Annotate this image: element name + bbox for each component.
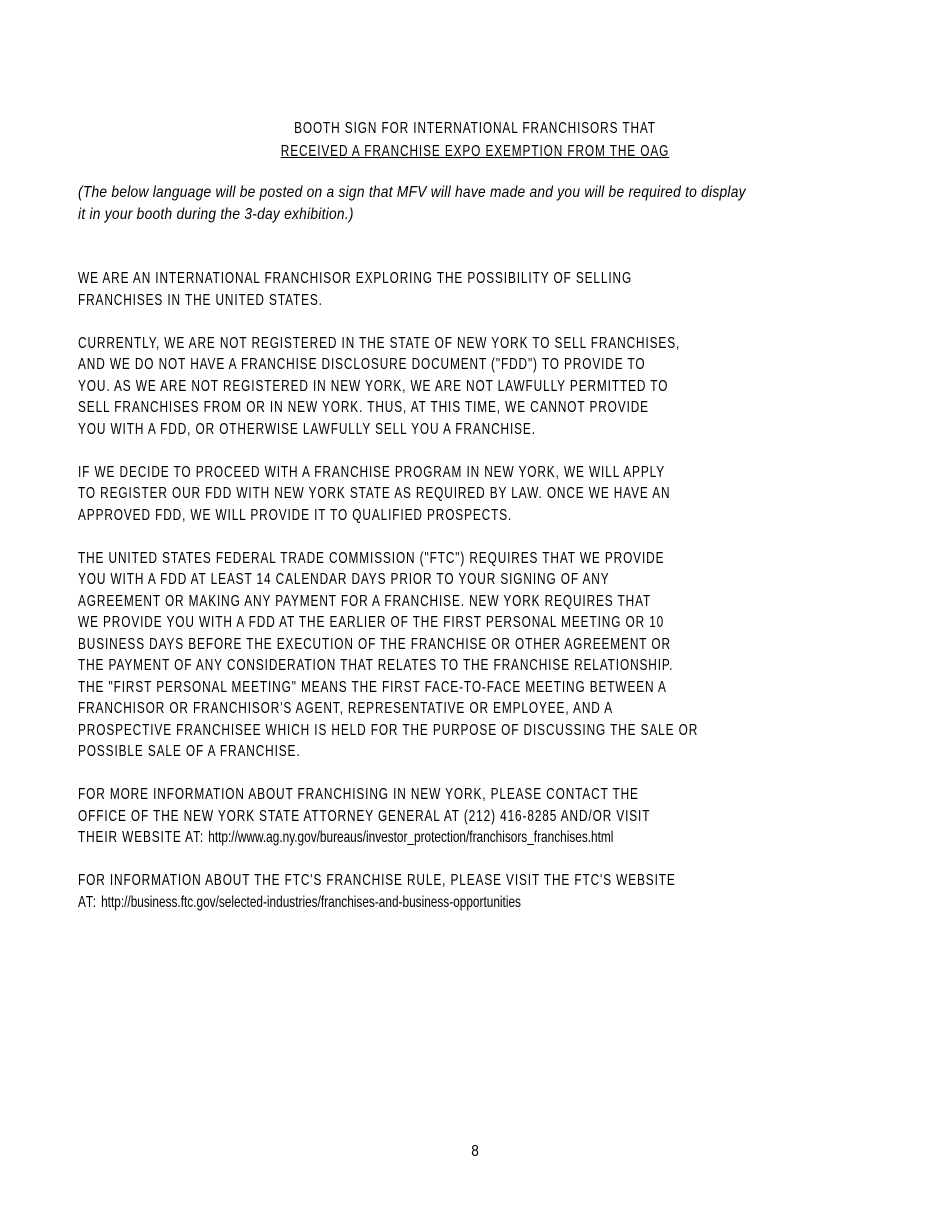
paragraph-line: AND WE DO NOT HAVE A FRANCHISE DISCLOSURE DOCUMENT ("FDD") TO PROVIDE TO <box>78 356 646 373</box>
paragraph-line: THE "FIRST PERSONAL MEETING" MEANS THE FIRST FACE-TO-FACE MEETING BETWEEN A <box>78 678 667 696</box>
paragraph-line: IF WE DECIDE TO PROCEED WITH A FRANCHISE PROGRAM IN NEW YORK, WE WILL APPLY <box>78 463 665 481</box>
document-title-underlined: RECEIVED A FRANCHISE EXPO EXEMPTION FROM THE OAG <box>280 143 670 160</box>
paragraph-line: AGREEMENT OR MAKING ANY PAYMENT FOR A FRANCHISE. NEW YORK REQUIRES THAT <box>78 592 652 610</box>
paragraph-line: SELL FRANCHISES FROM OR IN NEW YORK. THUS, AT THIS TIME, WE CANNOT PROVIDE <box>78 399 649 416</box>
note-line: it in your booth during the 3-day exhibition.) <box>78 206 354 223</box>
paragraph-line: WE PROVIDE YOU WITH A FDD AT THE EARLIER OF THE FIRST PERSONAL MEETING OR 10 <box>78 614 665 631</box>
document-title-line-1: BOOTH SIGN FOR INTERNATIONAL FRANCHISORS THAT <box>294 120 656 137</box>
paragraph-line <box>78 828 613 848</box>
paragraph-line: YOU. AS WE ARE NOT REGISTERED IN NEW YORK, WE ARE NOT LAWFULLY PERMITTED TO <box>78 377 669 395</box>
paragraph-line: THE UNITED STATES FEDERAL TRADE COMMISSION ("FTC") REQUIRES THAT WE PROVIDE <box>78 549 665 567</box>
website-link[interactable]: http://business.ftc.gov/selected-industries/franchises-and-business-opportunities <box>101 893 521 911</box>
paragraph-line: FRANCHISES IN THE UNITED STATES. <box>78 291 323 309</box>
paragraph-line: FRANCHISOR OR FRANCHISOR'S AGENT, REPRESENTATIVE OR EMPLOYEE, AND A <box>78 700 614 717</box>
paragraph-line: APPROVED FDD, WE WILL PROVIDE IT TO QUALIFIED PROSPECTS. <box>78 506 513 524</box>
paragraph-line: OFFICE OF THE NEW YORK STATE ATTORNEY GENERAL AT (212) 416-8285 AND/OR VISIT <box>78 807 651 825</box>
paragraph-line: YOU WITH A FDD AT LEAST 14 CALENDAR DAYS PRIOR TO YOUR SIGNING OF ANY <box>78 571 610 588</box>
paragraph-line: CURRENTLY, WE ARE NOT REGISTERED IN THE STATE OF NEW YORK TO SELL FRANCHISES, <box>78 334 681 352</box>
paragraph-line: TO REGISTER OUR FDD WITH NEW YORK STATE AS REQUIRED BY LAW. ONCE WE HAVE AN <box>78 485 671 502</box>
page-number: 8 <box>471 1143 479 1160</box>
website-link[interactable]: http://www.ag.ny.gov/bureaus/investor_protection/franchisors_franchises.html <box>208 829 614 846</box>
paragraph-line <box>78 893 521 913</box>
paragraph-line: WE ARE AN INTERNATIONAL FRANCHISOR EXPLORING THE POSSIBILITY OF SELLING <box>78 270 633 287</box>
url-prefix: THEIR WEBSITE AT: <box>78 829 209 846</box>
paragraph-line: FOR INFORMATION ABOUT THE FTC'S FRANCHISE RULE, PLEASE VISIT THE FTC'S WEBSITE <box>78 872 676 889</box>
paragraph-line: THE PAYMENT OF ANY CONSIDERATION THAT RELATES TO THE FRANCHISE RELATIONSHIP. <box>78 657 674 674</box>
paragraph-line: POSSIBLE SALE OF A FRANCHISE. <box>78 743 301 760</box>
paragraph-line: PROSPECTIVE FRANCHISEE WHICH IS HELD FOR THE PURPOSE OF DISCUSSING THE SALE OR <box>78 721 699 739</box>
url-prefix: AT: <box>78 893 102 911</box>
paragraph-line: FOR MORE INFORMATION ABOUT FRANCHISING IN NEW YORK, PLEASE CONTACT THE <box>78 786 639 803</box>
paragraph-line: BUSINESS DAYS BEFORE THE EXECUTION OF THE FRANCHISE OR OTHER AGREEMENT OR <box>78 635 671 653</box>
document-title-line-2 <box>124 142 827 162</box>
note-line: (The below language will be posted on a sign that MFV will have made and you will be required to display <box>78 184 746 201</box>
paragraph-line: YOU WITH A FDD, OR OTHERWISE LAWFULLY SELL YOU A FRANCHISE. <box>78 420 536 438</box>
